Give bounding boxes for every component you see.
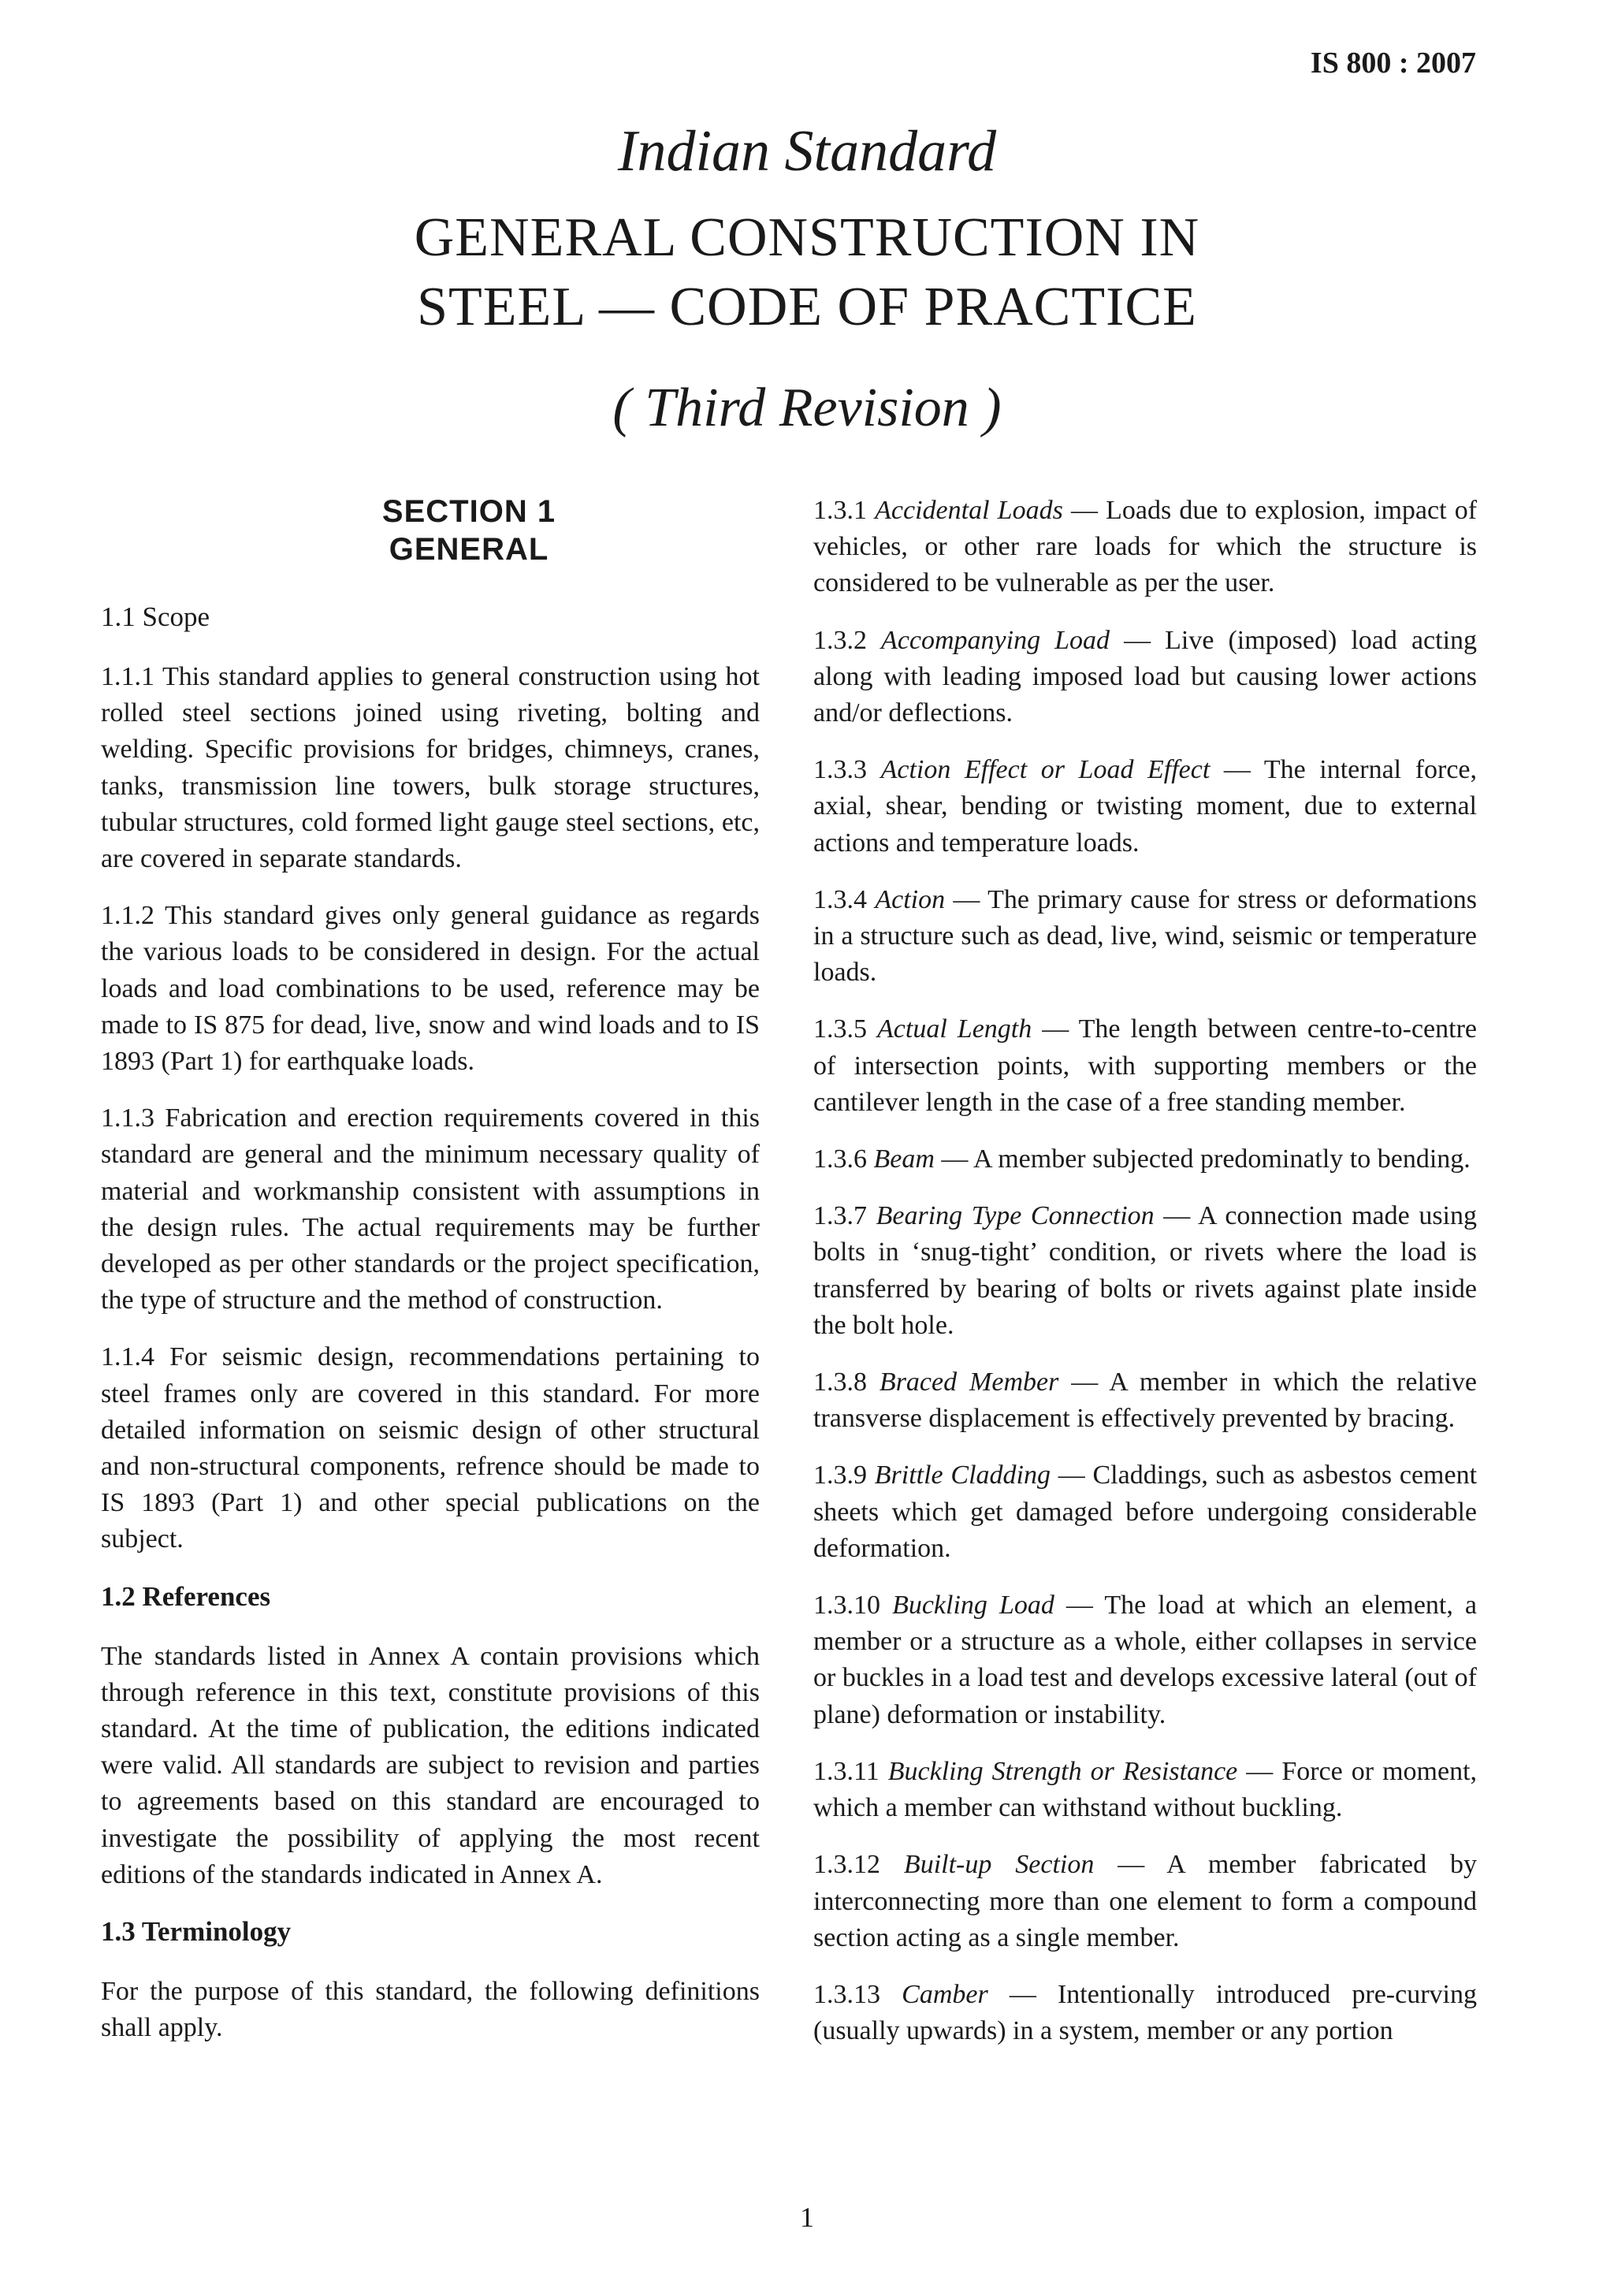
definition-item [813,1457,1477,1567]
clause-1-1-1 [101,659,760,877]
definition-number: 1.3.5 [813,1014,867,1044]
definition-text: A member subjected predominatly to bending. [973,1144,1471,1174]
definition-text: A member fabricated by interconnecting more than one element to form a compound section acting as a single member. [813,1850,1478,1952]
title-line-2: STEEL — CODE OF PRACTICE [417,277,1197,337]
definition-item [813,1141,1477,1178]
definition-item [813,1198,1477,1344]
section-label: SECTION 1 [381,494,556,529]
clause-text: Fabrication and erection requirements covered in this standard are general and the minimum necessary quality of material and workmanship consistent with assumptions in the design rules. The actual requirements may be further developed as per other standards or the project specification, the type of structure and the method of construction. [101,1103,760,1315]
definition-text: Intentionally introduced pre-curving (usually upwards) in a system, member or any portion [813,1979,1477,2046]
section-name: GENERAL [389,532,549,567]
definition-number: 1.3.6 [813,1144,867,1174]
definition-term: Beam [873,1144,935,1174]
definition-separator: — [1062,496,1106,525]
definition-number: 1.3.8 [813,1368,867,1397]
terminology-heading: 1.3 Terminology [101,1916,292,1948]
definition-item [813,1847,1477,1956]
definition-term: Action [875,884,946,914]
definition-text: Force or moment, which a member can withstand without buckling. [813,1756,1478,1823]
clause-text: This standard gives only general guidance as regards the various loads to be considered in design. For the actual loads and load combinations to be used, reference may be made to IS 875 for dead, live, snow and wind loads and to IS 1893 (Part 1) for earthquake loads. [101,901,760,1077]
definition-item [813,752,1477,861]
clause-number: 1.1.4 [101,1342,154,1372]
definition-item [813,1977,1477,2049]
definition-number: 1.3.3 [813,755,867,785]
standard-number: IS 800 : 2007 [1310,47,1476,80]
references-heading: 1.2 References [101,1580,271,1612]
definition-term: Buckling Load [892,1591,1054,1621]
page-number: 1 [800,2201,814,2233]
definition-text: The length between centre-to-centre of intersection points, with supporting members or the cantilever length in the case of a free standing member. [813,1014,1477,1117]
definition-text: The internal force, axial, shear, bending or twisting moment, due to external actions and temperature loads. [813,755,1478,858]
definition-number: 1.3.1 [813,496,867,525]
definition-text: A connection made using bolts in ‘snug-tight’ condition, or rivets where the load is transferred by bearing of bolts or rivets against plate inside the bolt hole. [813,1201,1478,1340]
definition-item [813,1754,1477,1826]
definition-separator: — [1237,1756,1282,1786]
definition-item [813,1587,1477,1733]
definition-number: 1.3.7 [813,1201,867,1231]
definition-separator: — [987,1979,1058,2009]
clause-text: This standard applies to general construction using hot rolled steel sections joined using riveting, bolting and welding. Specific provisions for bridges, chimneys, cranes, tanks, transmission line towers, bulk storage structures, tubular structures, cold formed light gauge steel sections, etc, are covered in separate standards. [101,662,760,874]
definition-text: Loads due to explosion, impact of vehicles, or other rare loads for which the structure is considered to be vulnerable as per the user. [813,496,1478,598]
definition-term: Braced Member [879,1368,1059,1397]
clause-number: 1.1.2 [101,901,154,931]
definition-separator: — [945,884,988,914]
definition-term: Bearing Type Connection [876,1201,1155,1231]
definition-term: Accompanying Load [881,625,1110,655]
clause-1-1-4 [101,1339,760,1557]
definition-term: Action Effect or Load Effect [880,755,1210,785]
definition-separator: — [1050,1461,1093,1490]
definition-number: 1.3.10 [813,1591,880,1621]
definition-text: A member in which the relative transverse displacement is effectively prevented by bracing. [813,1368,1477,1434]
definition-term: Actual Length [877,1014,1032,1044]
definition-item [813,1364,1477,1437]
definition-separator: — [1054,1591,1105,1621]
definition-term: Built-up Section [903,1850,1095,1880]
definition-separator: — [1058,1368,1110,1397]
definition-item [813,882,1477,992]
definition-number: 1.3.12 [813,1850,880,1880]
definition-text: Live (imposed) load acting along with leading imposed load but causing lower actions and/or deflections. [813,625,1478,728]
definition-term: Brittle Cladding [874,1461,1051,1490]
definition-number: 1.3.11 [813,1756,880,1786]
references-text: The standards listed in Annex A contain provisions which through reference in this text, constitute provisions of this standard. At the time of publication, the editions indicated were valid. All standards are subject to revision and parties to agreements based on this standard are encouraged to investigate the possibility of applying the most recent editions of the standards indicated in Annex A. [101,1641,760,1889]
clause-1-1-3 [101,1100,760,1319]
definition-separator: — [1210,755,1264,785]
definition-item [813,493,1477,602]
definition-text: The primary cause for stress or deformations in a structure such as dead, live, wind, seismic or temperature loads. [813,884,1477,988]
definition-separator: — [934,1144,974,1174]
section-heading [323,493,615,568]
clause-number: 1.1.3 [101,1103,154,1133]
definition-term: Camber [902,1979,988,2009]
terminology-text: For the purpose of this standard, the following definitions shall apply. [101,1977,760,2043]
clause-1-1-2 [101,898,760,1080]
title-line-1: GENERAL CONSTRUCTION IN [414,207,1200,268]
definition-item [813,623,1477,732]
clause-text: For seismic design, recommendations pertaining to steel frames only are covered in this standard. For more detailed information on seismic design of other structural and non-structural components, refrence should be made to IS 1893 (Part 1) and other special publications on the subject. [101,1342,761,1554]
right-column [813,493,1477,2070]
left-column [101,599,760,2067]
revision-note: ( Third Revision ) [612,378,1002,438]
definition-separator: — [1154,1201,1199,1231]
definition-separator: — [1110,625,1166,655]
definition-number: 1.3.13 [813,1979,880,2009]
definition-number: 1.3.9 [813,1461,867,1490]
definition-term: Accidental Loads [875,496,1063,525]
definition-text: The load at which an element, a member or a structure as a whole, either collapses in service or buckles in a load test and develops excessive lateral (out of plane) deformation or instability. [813,1591,1478,1729]
definition-separator: — [1094,1850,1167,1880]
title-kicker: Indian Standard [617,119,997,184]
clause-number: 1.1.1 [101,662,154,691]
definition-number: 1.3.2 [813,625,867,655]
definition-number: 1.3.4 [813,884,867,914]
definition-separator: — [1032,1014,1079,1044]
definition-item [813,1011,1477,1121]
definition-term: Buckling Strength or Resistance [887,1756,1238,1786]
definition-text: Claddings, such as asbestos cement sheets which get damaged before undergoing considerable deformation. [813,1461,1478,1563]
scope-heading: 1.1 Scope [101,601,210,632]
